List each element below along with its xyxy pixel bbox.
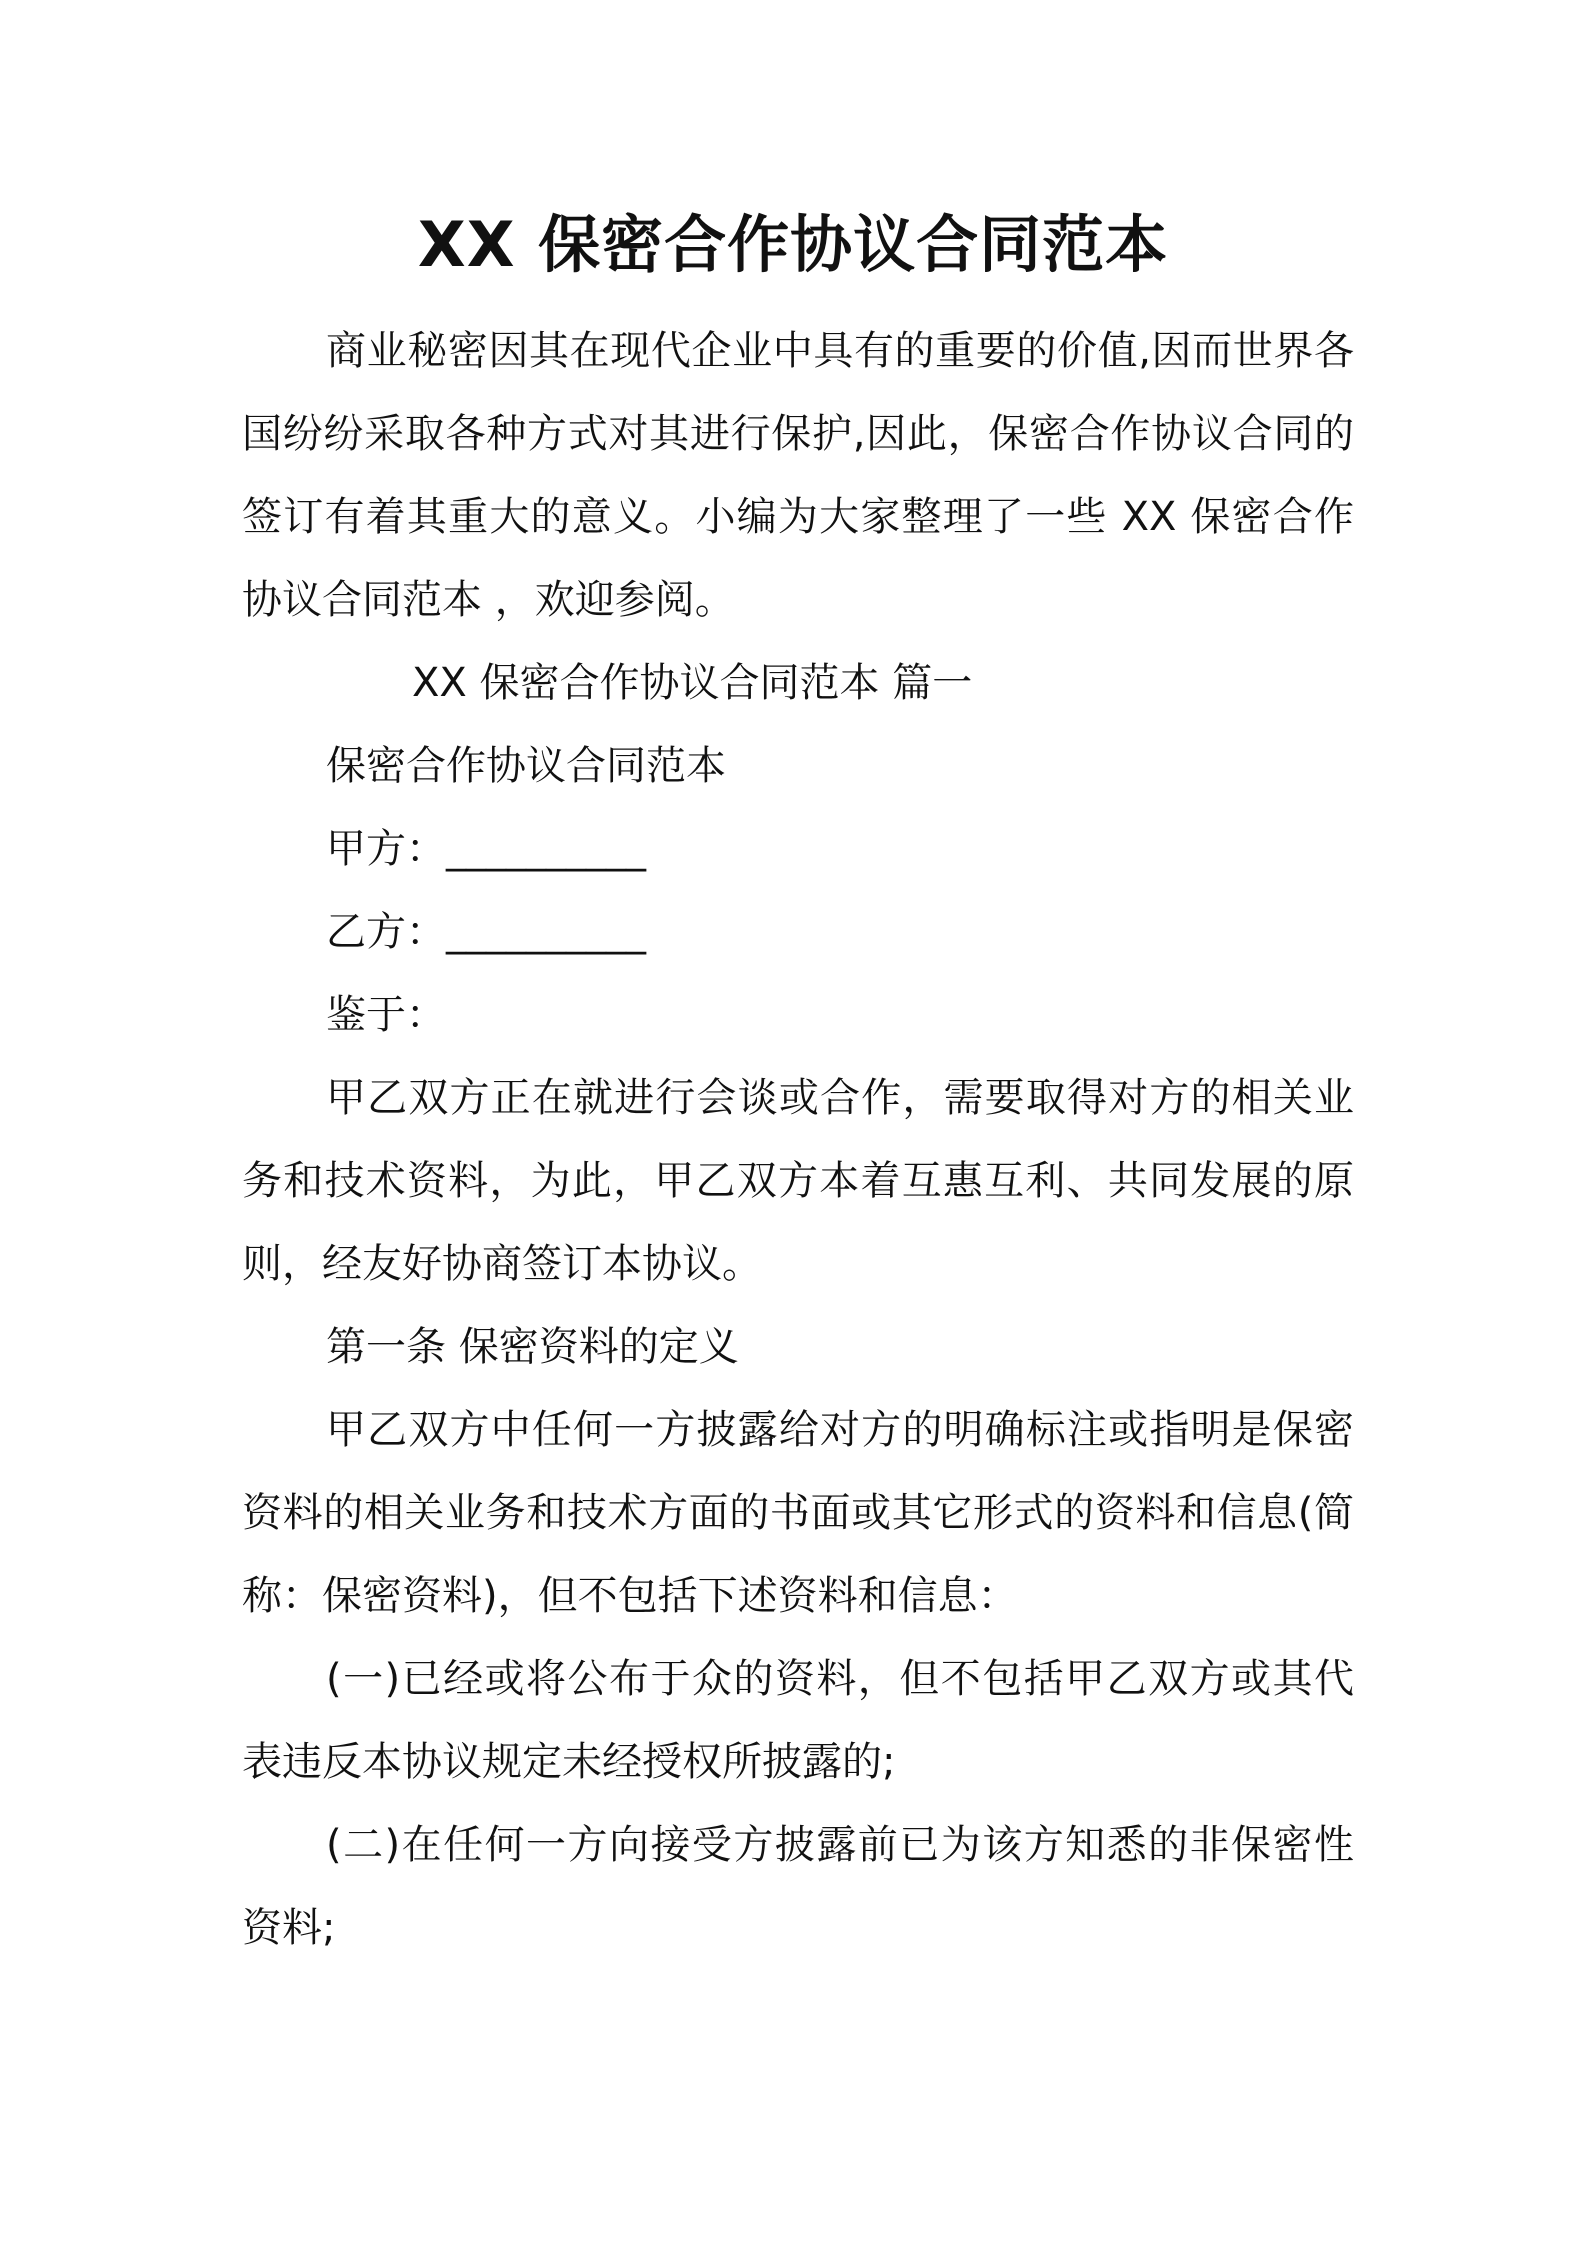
party-b-line: 乙方：__________ bbox=[326, 909, 646, 955]
intro-paragraph: 商业秘密因其在现代企业中具有的重要的价值,因而世界各国纷纷采取各种方式对其进行保护,因此，保密合作协议合同的签订有着其重大的意义。小编为大家整理了一些 XX 保密合作协议合同范本 ，欢迎参阅。 bbox=[242, 328, 1354, 623]
whereas-label: 鉴于： bbox=[326, 992, 446, 1038]
whereas-paragraph: 甲乙双方正在就进行会谈或合作，需要取得对方的相关业务和技术资料，为此，甲乙双方本着互惠互利、共同发展的原则，经友好协商签订本协议。 bbox=[242, 1075, 1354, 1287]
article-1-paragraph: 甲乙双方中任何一方披露给对方的明确标注或指明是保密资料的相关业务和技术方面的书面或其它形式的资料和信息(简称：保密资料)，但不包括下述资料和信息： bbox=[242, 1407, 1354, 1619]
document-body bbox=[242, 310, 1354, 1970]
contract-name: 保密合作协议合同范本 bbox=[326, 743, 726, 789]
article-1-title: 第一条 保密资料的定义 bbox=[326, 1324, 739, 1370]
section-title: XX 保密合作协议合同范本 篇一 bbox=[412, 660, 973, 706]
document-title: XX 保密合作协议合同范本 bbox=[417, 208, 1169, 281]
item-2-paragraph: (二)在任何一方向接受方披露前已为该方知悉的非保密性资料; bbox=[242, 1822, 1354, 1951]
party-a-line: 甲方：__________ bbox=[326, 826, 646, 872]
item-1-paragraph: (一)已经或将公布于众的资料，但不包括甲乙双方或其代表违反本协议规定未经授权所披露的; bbox=[242, 1656, 1354, 1785]
